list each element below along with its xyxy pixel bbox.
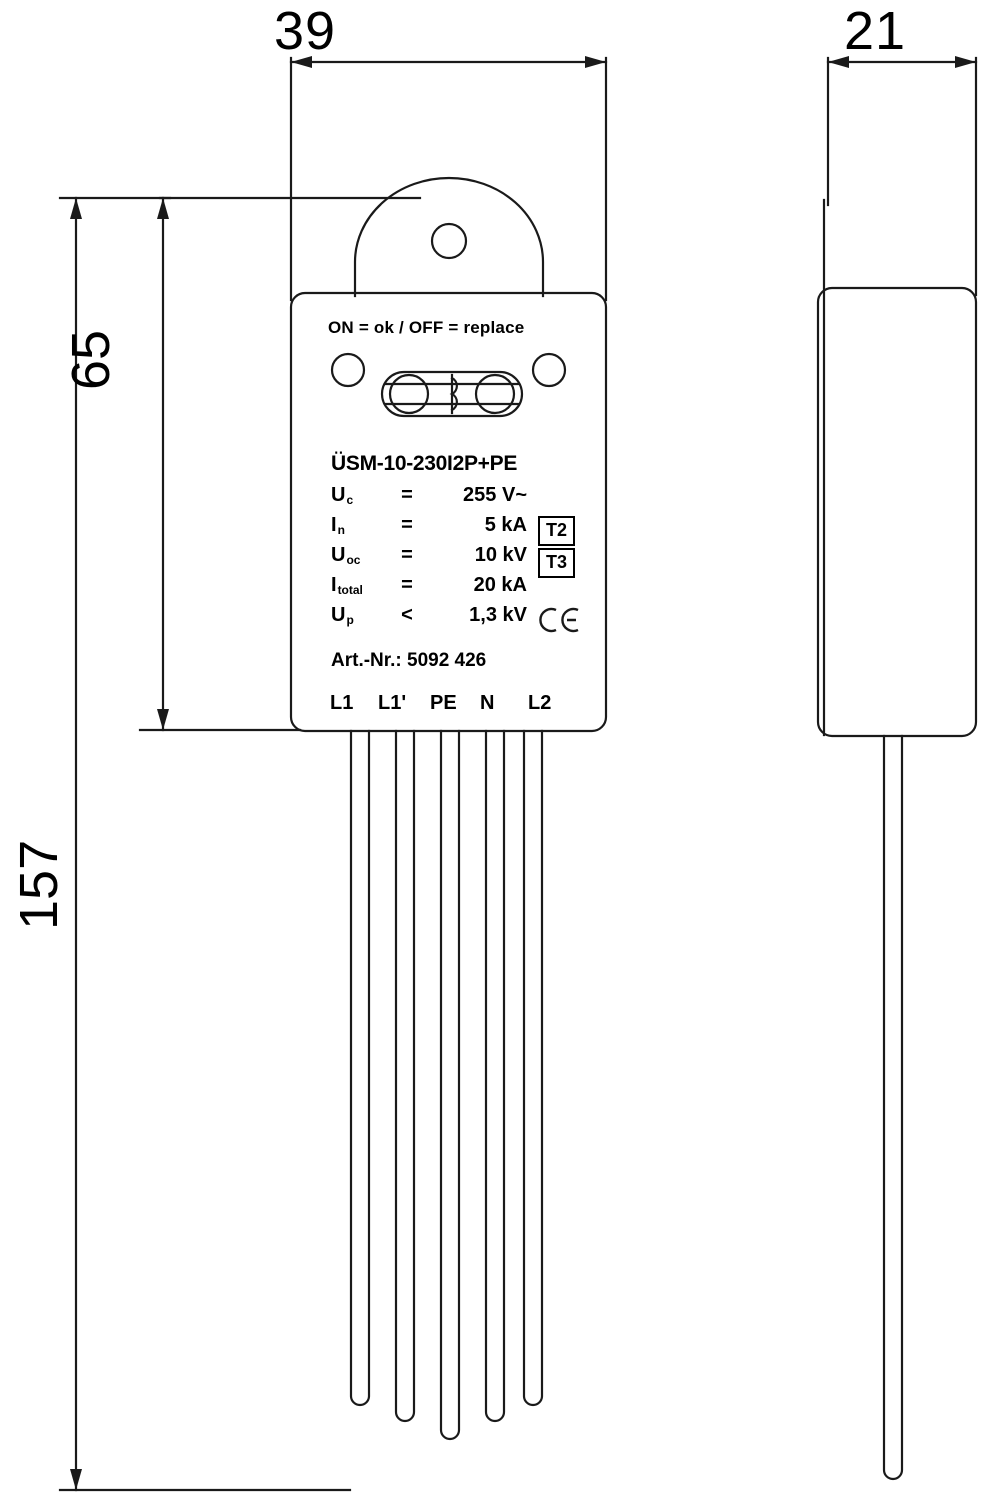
spec-relation: < [401,604,413,626]
ce-mark-icon [538,606,584,634]
terminal-label-n: N [480,692,495,714]
article-number-label: Art.-Nr.: 5092 426 [331,650,487,671]
spec-row-uc [331,484,531,514]
spec-row-itotal [331,574,531,604]
wire-side [884,736,902,1479]
mounting-tab-outline [355,178,543,296]
spec-value: 255 V~ [463,484,527,506]
spec-row-uoc [331,544,531,574]
dimension-depth-label: 21 [843,1,907,61]
wire-pe [441,731,459,1439]
spec-value: 20 kA [473,574,527,596]
terminal-labels [330,692,580,715]
wire-n [486,731,504,1421]
dimension-width-label: 39 [273,1,337,61]
spec-value: 1,3 kV [469,604,527,626]
spec-symbol: $U_p$ [331,604,354,627]
spec-row-in [331,514,531,544]
led-indicator-right [533,354,565,386]
mounting-hole [432,224,466,258]
dimension-body-height-label: 65 [61,329,121,390]
spec-relation: = [401,484,413,506]
spec-symbol: $I_n$ [331,514,345,537]
terminal-label-l1: L1 [330,692,354,714]
type-designation-label: ÜSM-10-230I2P+PE [331,452,518,475]
device-body-side [818,288,976,736]
terminal-label-pe: PE [430,692,457,714]
class-badge-t2: T2 [538,516,575,546]
obo-logo [382,372,522,416]
terminal-label-l1p: L1' [378,692,407,714]
spec-symbol: $I_{total}$ [331,574,363,597]
specification-table [331,484,531,634]
spec-relation: = [401,574,413,596]
terminal-label-l2: L2 [528,692,552,714]
status-legend-label: ON = ok / OFF = replace [328,318,525,337]
class-badge-t3: T3 [538,548,575,578]
ce-symbol [538,606,584,634]
wire-l1p [396,731,414,1421]
spec-symbol: $U_c$ [331,484,354,507]
spec-row-up [331,604,531,634]
spec-relation: = [401,544,413,566]
spec-symbol: $U_{oc}$ [331,544,361,567]
wire-l1 [351,731,369,1405]
spec-value: 5 kA [484,514,527,536]
spec-value: 10 kV [474,544,527,566]
led-indicator-left [332,354,364,386]
spec-relation: = [401,514,413,536]
wire-l2 [524,731,542,1405]
wire-group-front [351,731,542,1439]
dimension-total-length-label: 157 [9,839,69,930]
